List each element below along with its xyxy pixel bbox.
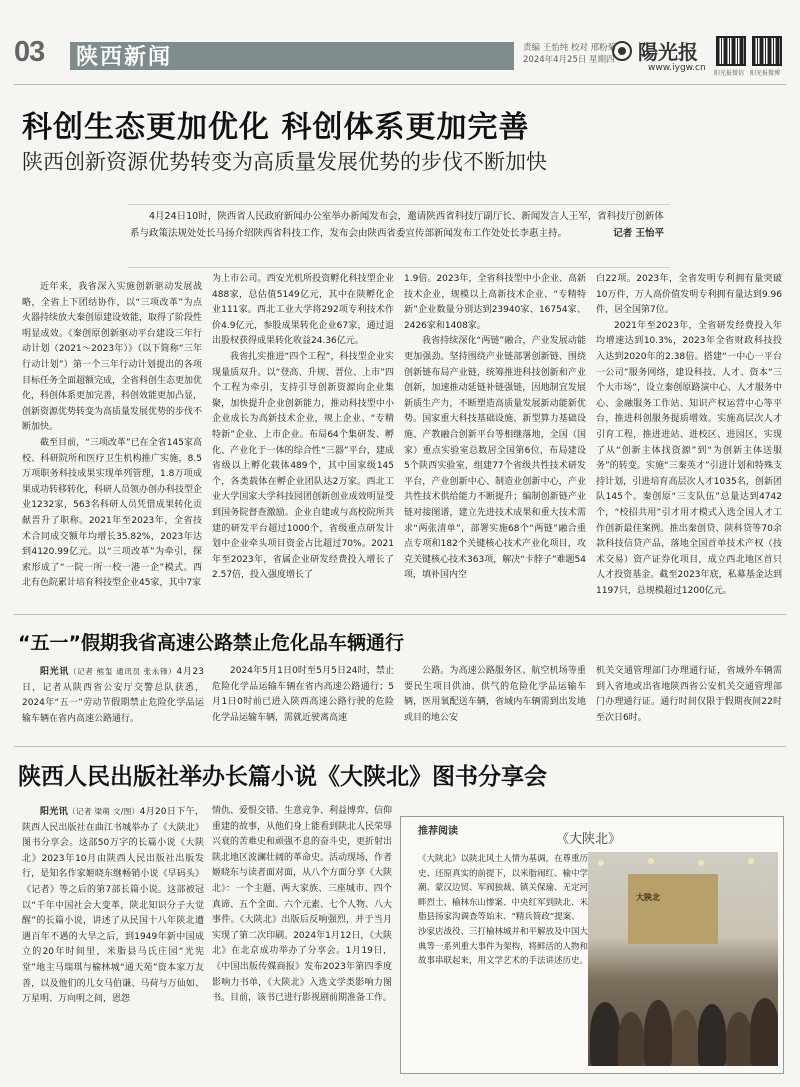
paragraph: 近年来，我省深入实施创新驱动发展战略，全省上下团结协作，以“三项改革”为点火器持续放大秦创原建设效能，取得了阶段性明显成效。《秦创原创新驱动平台建设三年行动计划（2021～2023年）》（以下简称“三年行动计划”）第一个三年行动计划提出的各项目标任务全面超额完成，全省科创生态更加优化，科创体系更加完善，科创效能更加凸显，创新资源优势转变为高质量发展优势的步伐不断加快。	[22, 282, 202, 433]
article-divider	[14, 614, 786, 615]
article1-column-3	[404, 272, 586, 606]
article1-subheadline: 陕西创新资源优势转变为高质量发展优势的步伐不断加快	[22, 150, 547, 174]
paragraph-text: 4月23日，记者从陕西省公安厅交警总队获悉，2024年“五一”劳动节假期禁止危险化学品运输车辆在省内高速公路通行。	[22, 667, 204, 724]
paragraph: 情仇、爱恨交错、生意竞争、利益博弈、信仰重建的故事，从他们身上能看到陕北人民荣辱兴衰的苦难史和顽强不息的奋斗史，更折射出陕北地区波澜壮阔的革命史。活动现场，作者姬晓东与读者面对面，从八个方面分享《大陕北》：一个主题、两大家族、三座城市、四个真谛、五个全面、六个元素、七个人物、八大事件。《大陕北》出版后反响强烈，并于当月实现了第二次印刷。2024年1月12日，《大陕北》在北京成功举办了分享会。1月19日，《中国出版传媒商报》发布2023年第四季度影响力书单，《大陕北》入选文学类影响力图书。目前，该书已进行影视剧前期准备工作。	[212, 806, 392, 1004]
lead-reporter: 记者 王怡平	[613, 228, 664, 239]
site-url[interactable]: www.iygw.cn	[648, 63, 706, 73]
audience-figure	[698, 1004, 726, 1066]
weibo-qr-icon[interactable]	[752, 36, 782, 66]
editor-line: 责编 王怡纯 校对 邢粉菊	[523, 43, 617, 53]
section-title: 陕西新闻	[76, 45, 173, 70]
article2-column-3	[404, 664, 586, 742]
stage-backdrop	[628, 874, 718, 944]
byline: 阳光讯	[40, 807, 69, 817]
article2-column-2	[212, 664, 394, 742]
audience-figure	[618, 1012, 644, 1066]
paragraph: 2024年5月1日0时至5月5日24时，禁止危险化学品运输车辆在省内高速公路通行；5月1日0时前已进入陕西高速公路行驶的危险化学品运输车辆，需就近驶离高速	[212, 666, 394, 723]
article1-headline: 科创生态更加优化 科创体系更加完善	[22, 110, 530, 145]
audience-figure	[726, 1012, 752, 1066]
newspaper-logo[interactable]: 陽光报	[638, 40, 698, 64]
book-description: 《大陕北》以陕北风土人情为基调，在尊重历史、还原真实的前提下，以米脂闹红、榆中学潮、蒙汉边贸、军阀独裁、镇关保瑜、无定河畔烈士、榆林东山惨案、中央红军到陕北、米脂县扬家沟调查等始末、“精兵简政”提案、沙家店战役、三打榆林城并和平解放及中国大典等一系列重大事件为架构，将鲜活的人物和故事串联起来，用文学艺术的手法讲述历史。	[418, 854, 589, 967]
article2-headline: “五一”假期我省高速公路禁止危化品车辆通行	[18, 632, 404, 654]
article-divider	[14, 746, 786, 747]
byline-note: （记者 梁萌 文/图）	[68, 807, 140, 816]
article2-column-4	[596, 664, 782, 742]
book-title: 《大陕北》	[556, 832, 622, 847]
article3-column-2	[212, 804, 392, 1082]
paragraph: 公路。为高速公路服务区、航空机场等重要民生项目供油、供气的危险化学品运输车辆，医用氧配送车辆，省域内车辆需到出发地或目的地公安	[404, 666, 586, 723]
byline-note: （记者 熊玺 通讯员 张永锋）	[69, 667, 177, 676]
wechat-qr-caption: 阳光报微信	[714, 70, 745, 77]
light-icon	[748, 858, 754, 864]
date-line: 2024年4月25日 星期四	[523, 55, 615, 65]
article3-column-1	[22, 804, 204, 1082]
paragraph: 截至目前，“三项改革”已在全省145家高校、科研院所和医疗卫生机构推广实施，8.5万项职务科技成果实现单列管理，1.8万项成果成功转移转化，科研人员领办创办科技型企业1232家，563名科研人员凭借成果转化贡献晋升了职称。2021年至2023年，全省技术合同成交额年均增长35.82%，2023年达到4120.99亿元。以“三项改革”为牵引，探索形成了“一院一所一校一港一企”模式。西北有色院累计培育科技型企业45家，其中7家	[22, 437, 202, 589]
article1-column-2	[212, 272, 394, 606]
paragraph: 白22项。2023年，全省发明专利拥有量突破10万件，万人高价值发明专利拥有量达到9.96件，居全国第7位。	[596, 274, 782, 316]
paragraph	[22, 804, 204, 1008]
article1-column-1	[22, 280, 202, 606]
light-icon	[698, 860, 704, 866]
recommended-reading-tag: 推荐阅读	[418, 826, 458, 837]
paragraph: 机关交通管理部门办理通行证，省域外车辆需到入省地或出省地陕西省公安机关交通管理部门办理通行证。通行时间仅限于假期夜间22时至次日6时。	[596, 666, 782, 723]
audience-figure	[750, 998, 778, 1066]
paragraph: 我省持续深化“两链”融合，产业发展动能更加强劲。坚持围绕产业链部署创新链、围绕创新链布局产业链，统筹推进科技创新和产业创新，加速推动延链补链强链，因地制宜发展新质生产力，不断塑造高质量发展新动能新优势。国家重大科技基础设施、新型算力基础设施、产教融合创新平台等相继落地，全国（国家）重点实验室总数居全国第6位，布局建设5个陕西实验室，组建77个省级共性技术研发平台，产业创新中心、制造业创新中心，产业共性技术供给能力不断提升；编制创新链产业链对接图谱，建立先进技术成果和重大技术需求“两张清单”，部署实施68个“两链”融合重点专项和182个关键核心技术产业化项目，攻克关键核心技术363项，解决“卡脖子”难题54项，填补国内空	[404, 336, 586, 581]
header-divider	[14, 84, 786, 85]
paragraph-text: 4月20日下午，陕西人民出版社在曲江书城举办了《大陕北》图书分享会。这部50万字的长篇小说《大陕北》2023年10月由陕西人民出版社出版发行，是知名作家姬晓东继畅销小说《早码头》《记者》等之后的第7部长篇小说。这部被冠以“千年中国社会大变革，陕北知识分子大觉醒”的长篇小说，讲述了从民国十八年陕北遭遇百年不遇的大旱之后，到1949年新中国成立的20年时间里，米脂县马氏庄园“光宪堂”地主马瑞琪与榆林城“通天苑”资本家万友善，以及他们的儿女马伯谦、马荷与万仙如、万星明、万向明之间，恩怨	[22, 807, 204, 1005]
paragraph	[22, 664, 204, 727]
audience-figure	[644, 1000, 672, 1066]
byline: 阳光讯	[40, 667, 70, 677]
event-photo	[588, 852, 778, 1066]
audience-figure	[590, 1002, 620, 1066]
paragraph: 2021年至2023年，全省研发经费投入年均增速达到10.3%，2023年全省财政科技投入达到2020年的2.38倍。搭建“一中心一平台一公司”服务网络，建设科技、人才、资本“三个大市场”，设立秦创原路演中心、人才服务中心、金融服务工作站、知识产权运营中心等平台，推进科创服务提质增效。实施高层次人才引育工程，推进进站、进校区、进园区，实现了从“创新主体找资源”到“为创新主体送服务”的转变。实施“三秦英才”引进计划和特殊支持计划，引进培育高层次人才1035名，创新团队145个。秦创原“三支队伍”总量达到4742个，“校招共用”引才用才模式入选全国人才工作创新最佳案例。推出秦创贷、陕科贷等70余款科技信贷产品，落地全国首单技术产权（技术交易）资产证券化项目，成立西北地区首只人才投资基金。截至2023年底，私募基金达到1197只，总规模超过1200亿元。	[596, 320, 782, 596]
weibo-qr-caption: 阳光报微博	[750, 70, 781, 77]
page-header	[0, 0, 800, 86]
paragraph: 为上市公司。西安光机所投资孵化科技型企业488家，总估值5149亿元，其中在陕孵化企业111家。西北工业大学将292项专利技术作价4.9亿元，参股成果转化企业67家，通过退出股权获得成果转化收益24.36亿元。	[212, 274, 394, 347]
edition-meta	[523, 42, 623, 66]
paragraph: 我省扎实推进“四个工程”，科技型企业实现量质双升。以“登高、升规、晋位、上市”四个工程为牵引，支持引导创新资源向企业集聚，加快提升企业创新能力，推动科技型中小企业成长为高新技术企业，规上企业、“专精特新”企业、上市企业。布局64个集研发、孵化、产业化于一体的综合性“三器”平台，建成省级以上孵化载体489个，其中国家级145个，各类载体在孵企业团队达2万家。西北工业大学国家大学科技园团创新创业成效明显受到国务院督查激励。企业自建或与高校院所共建的研发平台超过1000个，省级重点研发计划中企业牵头项目资金占比超过70%。2021年至2023年，省属企业研发经费投入增长了2.57倍，投入强度增长了	[212, 351, 394, 581]
wechat-qr-icon[interactable]	[716, 36, 746, 66]
stage-banner-text: 大陕北	[636, 893, 660, 902]
article1-column-4	[596, 272, 782, 606]
article3-headline: 陕西人民出版社举办长篇小说《大陕北》图书分享会	[18, 764, 547, 790]
article1-lead	[130, 208, 668, 242]
light-icon	[598, 860, 604, 866]
paragraph: 1.9倍。2023年，全省科技型中小企业、高新技术企业，规模以上高新技术企业、“专精特新”企业数量分别达到23940家、16754家、2426家和1408家。	[404, 274, 586, 331]
lead-text: 4月24日10时，陕西省人民政府新闻办公室举办新闻发布会，邀请陕西省科技厅副厅长、新闻发言人王军，省科技厅创新体系与政策法规处处长马扬介绍陕西省科技工作，发布会由陕西省委宣传部新闻发布工作处处长李惠主持。	[130, 211, 664, 239]
article2-column-1	[22, 664, 204, 742]
light-icon	[648, 858, 654, 864]
sun-logo-icon	[612, 41, 632, 61]
audience-figure	[672, 1010, 698, 1066]
page-number: 03	[14, 36, 45, 68]
